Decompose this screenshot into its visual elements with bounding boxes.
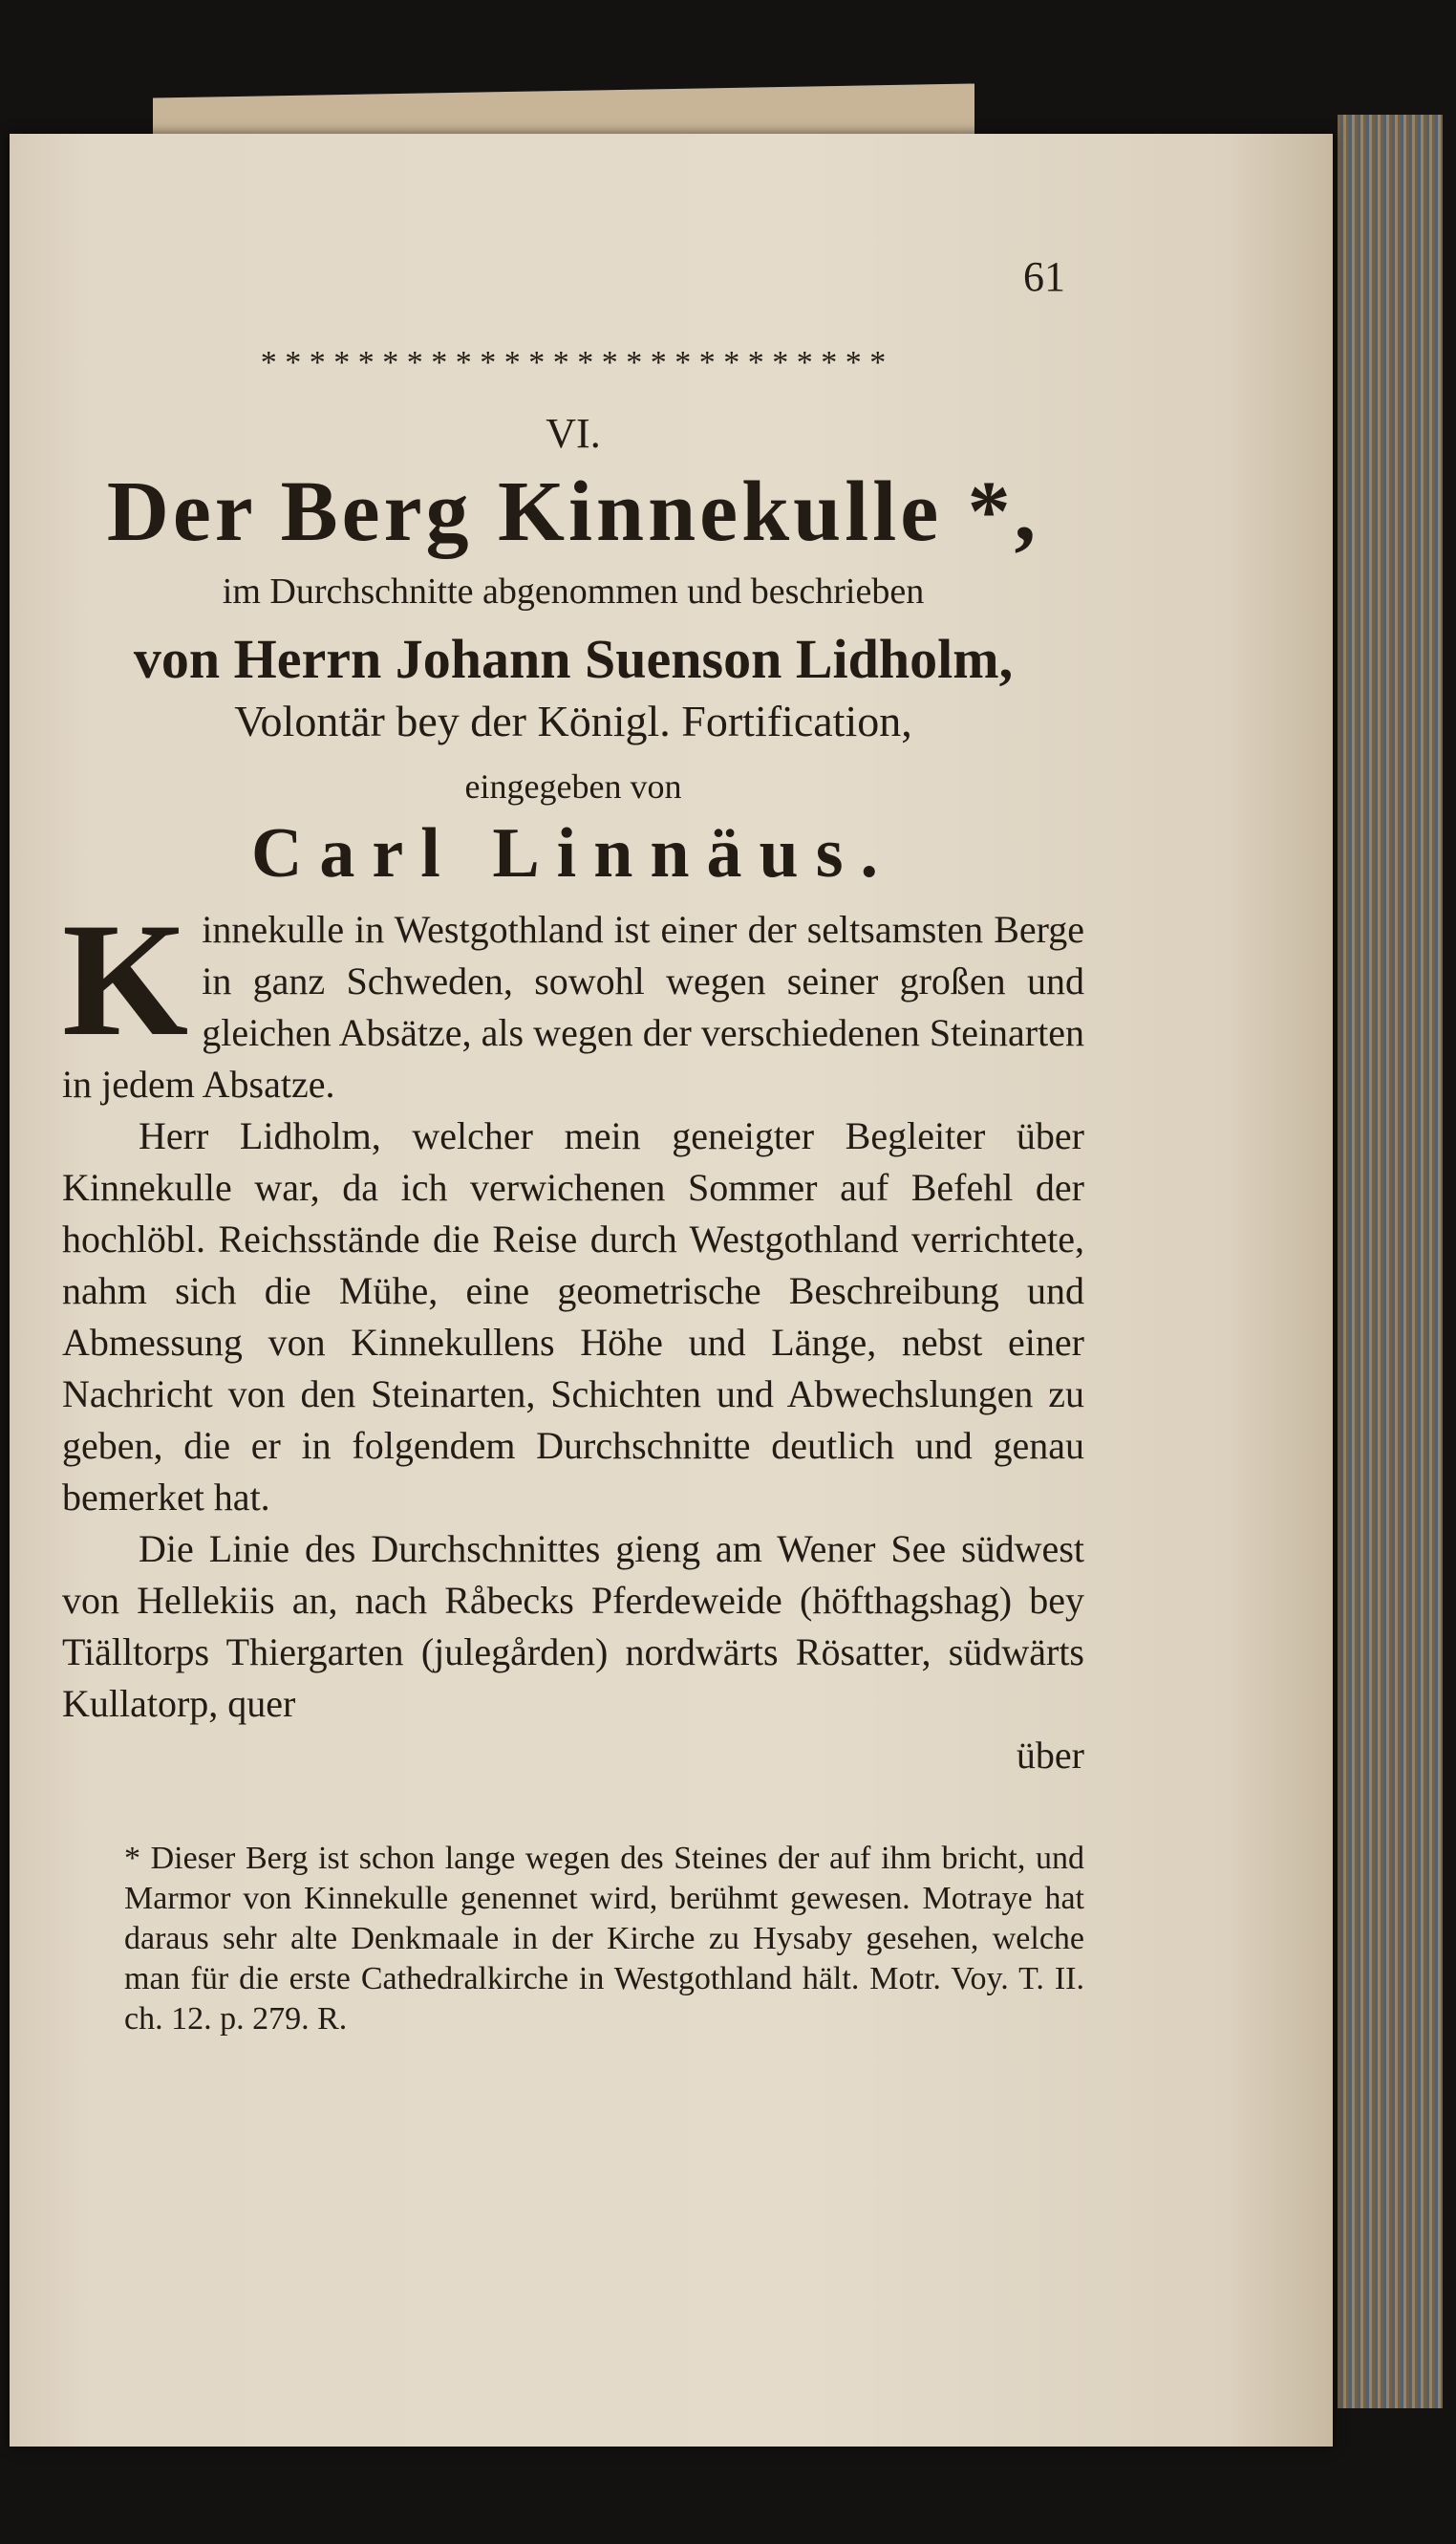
section-number: VI. bbox=[546, 410, 601, 457]
subtitle: im Durchschnitte abgenommen und beschrieben bbox=[222, 571, 925, 612]
ornament-rule: * * * * * * * * * * * * * * * * * * * * * * * * * * bbox=[260, 345, 887, 380]
footnote: * Dieser Berg ist schon lange wegen des Steines der auf ihm bricht, und Marmor von Kinnekulle genennet wird, berühmt gewesen. Motraye hat daraus sehr alte Denkmaale in der Kirche zu Hysaby gesehen, welche man für die erste Cathedralkirche in Westgothland hält. Motr. Voy. T. II. ch. 12. p. 279. R. bbox=[124, 1841, 1084, 2037]
given-by: eingegeben von bbox=[464, 767, 682, 806]
drop-cap: K bbox=[62, 890, 189, 1069]
catchword: über bbox=[1016, 1734, 1084, 1777]
paragraph-2: Herr Lidholm, welcher mein geneigter Begleiter über Kinnekulle war, da ich verwichenen Sommer auf Befehl der hochlöbl. Reichsstände die Reise durch Westgothland verrichtete, nahm sich die Mühe, eine geometrische Beschreibung und Abmessung von Kinnekullens Höhe und Länge, nebst einer Nachricht von den Steinarten, Schichten und Abwechslungen zu geben, die er in folgendem Durchschnitte deutlich und genau bemerket hat. bbox=[62, 1114, 1084, 1519]
book-page-edges bbox=[1338, 115, 1443, 2408]
body-text bbox=[62, 890, 1084, 1781]
page-title: Der Berg Kinnekulle *, bbox=[106, 464, 1040, 559]
paragraph-1 bbox=[62, 890, 1084, 1110]
text-column bbox=[62, 250, 1084, 2039]
paragraph-1-text: innekulle in Westgothland ist einer der seltsamsten Berge in ganz Schweden, sowohl wegen seiner großen und gleichen Absätze, als wegen der verschiedenen Steinarten in jedem Absatze. bbox=[62, 908, 1084, 1106]
author-line: von Herrn Johann Suenson Lidholm, bbox=[133, 628, 1014, 690]
contributor-name: Carl Linnäus. bbox=[250, 814, 896, 893]
author-rank: Volontär bey der Königl. Fortification, bbox=[234, 697, 912, 745]
paragraph-3: Die Linie des Durchschnittes gieng am Wener See südwest von Hellekiis an, nach Råbecks Pferdeweide (höfthagshag) bey Tiälltorps Thiergarten (julegården) nordwärts Rösatter, südwärts Kullatorp, quer bbox=[62, 1527, 1084, 1725]
page-number: 61 bbox=[1023, 253, 1065, 300]
